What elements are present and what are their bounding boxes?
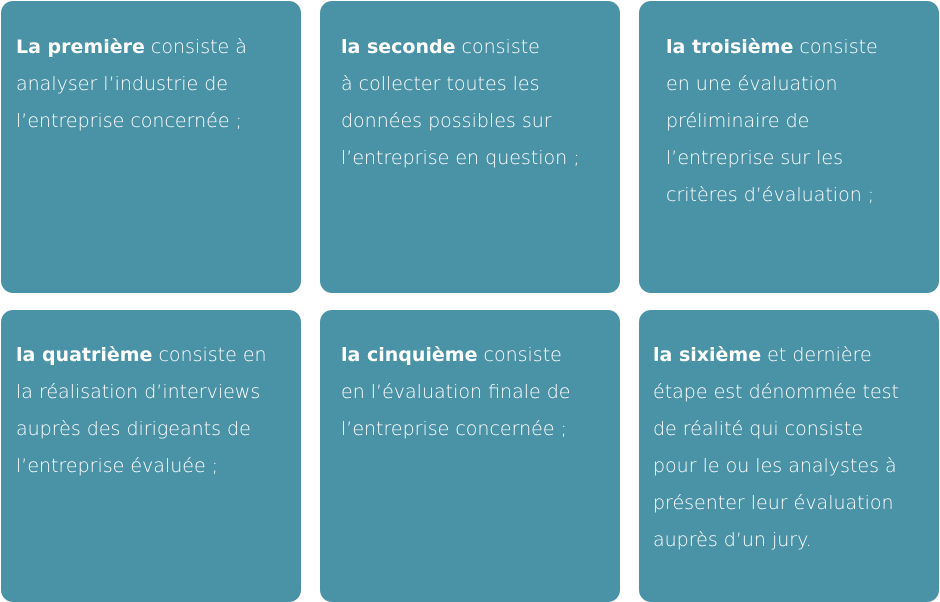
step-text-line: en une évaluation — [666, 73, 838, 95]
step-card-text — [16, 29, 301, 140]
step-card-5 — [320, 310, 620, 602]
step-text-line: l’entreprise concernée ; — [16, 110, 242, 132]
step-lead: la seconde — [341, 36, 456, 58]
step-text-line: la réalisation d’interviews — [16, 381, 261, 403]
step-text-line: données possibles sur — [341, 110, 552, 132]
step-text-line: préliminaire de — [666, 110, 810, 132]
step-card-1 — [1, 1, 301, 293]
step-text-line: et dernière — [761, 344, 872, 366]
step-text-line: l’entreprise concernée ; — [341, 418, 567, 440]
step-text-line: à collecter toutes les — [341, 73, 540, 95]
step-text-line: auprès d’un jury. — [653, 529, 812, 551]
step-lead: la quatrième — [16, 344, 153, 366]
step-text-line: en l’évaluation finale de — [341, 381, 571, 403]
step-card-2 — [320, 1, 620, 293]
step-lead: la sixième — [653, 344, 762, 366]
step-text-line: consiste — [793, 36, 878, 58]
step-card-text — [666, 29, 939, 214]
step-card-6 — [639, 310, 939, 602]
step-text-line: pour le ou les analystes à — [653, 455, 897, 477]
step-text-line: critères d’évaluation ; — [666, 184, 875, 206]
step-card-3 — [639, 1, 939, 293]
step-text-line: l’entreprise évaluée ; — [16, 455, 219, 477]
step-card-4 — [1, 310, 301, 602]
step-text-line: consiste en — [152, 344, 267, 366]
step-text-line: présenter leur évaluation — [653, 492, 894, 514]
step-text-line: consiste — [455, 36, 540, 58]
step-text-line: l’entreprise sur les — [666, 147, 844, 169]
step-card-text — [653, 337, 939, 559]
step-card-text — [16, 337, 301, 485]
step-text-line: l’entreprise en question ; — [341, 147, 580, 169]
step-text-line: auprès des dirigeants de — [16, 418, 251, 440]
step-lead: la cinquième — [341, 344, 478, 366]
step-text-line: de réalité qui consiste — [653, 418, 864, 440]
step-text-line: consiste à — [144, 36, 247, 58]
step-card-text — [341, 337, 620, 448]
step-card-text — [341, 29, 620, 177]
step-text-line: étape est dénommée test — [653, 381, 899, 403]
step-text-line: analyser l’industrie de — [16, 73, 228, 95]
step-text-line: consiste — [477, 344, 562, 366]
step-lead: la troisième — [666, 36, 794, 58]
step-lead: La première — [16, 36, 145, 58]
